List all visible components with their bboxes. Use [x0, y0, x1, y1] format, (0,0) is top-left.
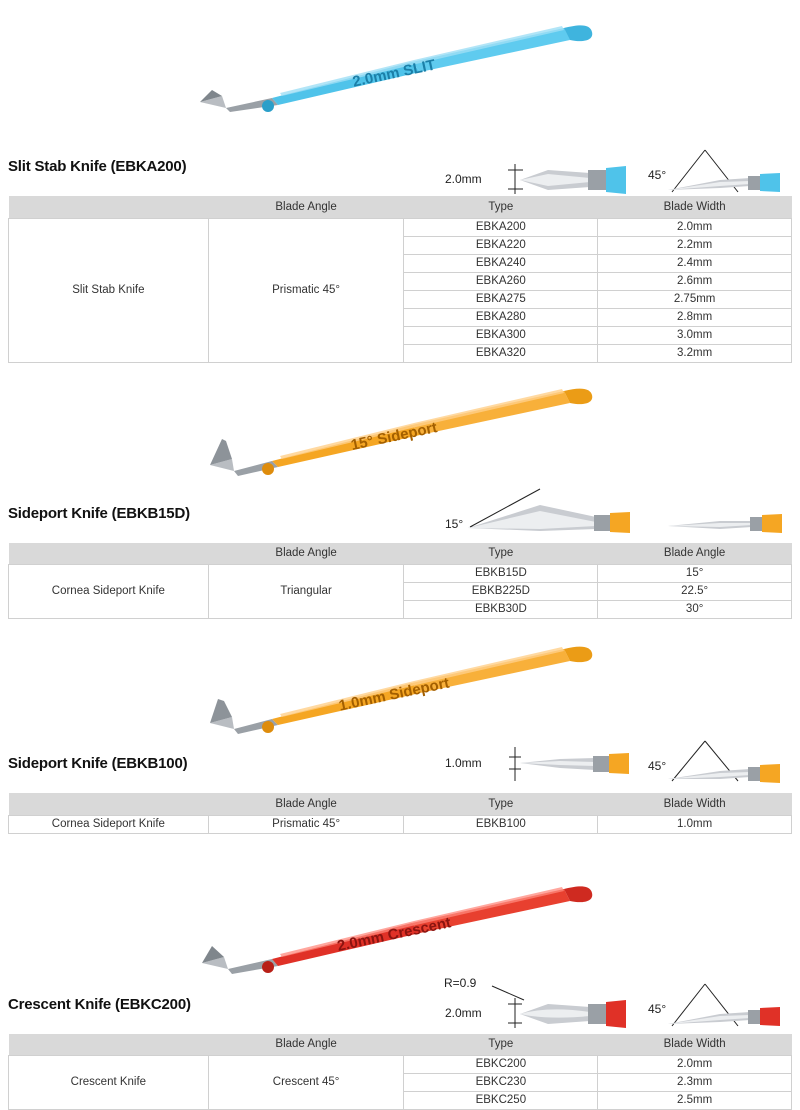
th-name [9, 196, 209, 218]
product-title: Crescent Knife (EBKC200) [8, 996, 191, 1013]
dimension-blade-angle: 45° [648, 168, 666, 182]
dimension-blade-angle: 15° [445, 517, 463, 531]
th-blade-angle: Blade Angle [208, 543, 404, 565]
dimension-blade-angle: 45° [648, 759, 666, 773]
th-name [9, 1034, 209, 1056]
product-section-sideport-100 [0, 635, 800, 834]
cell-blade-angle: Prismatic 45° [208, 218, 404, 362]
blade-detail-slit-stab [420, 132, 800, 202]
product-title: Sideport Knife (EBKB100) [8, 755, 187, 772]
cell-width: 2.3mm [598, 1074, 792, 1092]
cell-type: EBKA240 [404, 254, 598, 272]
cell-blade-angle: Prismatic 45° [208, 815, 404, 833]
cell-blade-angle: Triangular [208, 565, 404, 619]
cell-type: EBKC230 [404, 1074, 598, 1092]
cell-width: 2.75mm [598, 290, 792, 308]
cell-width: 2.6mm [598, 272, 792, 290]
th-name [9, 793, 209, 815]
cell-type: EBKC200 [404, 1056, 598, 1074]
th-blade-width: Blade Width [598, 1034, 792, 1056]
table-row [9, 218, 792, 236]
product-section-crescent [0, 870, 800, 1110]
cell-type: EBKA320 [404, 344, 598, 362]
spec-table-slit-stab [8, 196, 792, 363]
cell-width: 1.0mm [598, 815, 792, 833]
cell-type: EBKA220 [404, 236, 598, 254]
cell-type: EBKA275 [404, 290, 598, 308]
cell-width: 2.0mm [598, 218, 792, 236]
blade-detail-sideport-15d [420, 481, 800, 551]
title-row-sideport-100 [0, 747, 800, 793]
spec-table-sideport-15d [8, 543, 792, 620]
th-type: Type [404, 1034, 598, 1056]
product-section-sideport-15d [0, 379, 800, 620]
table-row [9, 815, 792, 833]
cell-width: 3.0mm [598, 326, 792, 344]
product-title: Slit Stab Knife (EBKA200) [8, 158, 186, 175]
blade-detail-crescent [420, 966, 800, 1036]
svg-text:1.0mm Sideport: 1.0mm Sideport [337, 675, 451, 715]
svg-text:15° Sideport: 15° Sideport [349, 419, 438, 454]
th-name [9, 543, 209, 565]
th-blade-width: Blade Angle [598, 543, 792, 565]
svg-text:2.0mm SLIT: 2.0mm SLIT [351, 57, 437, 91]
product-section-slit-stab [0, 0, 800, 363]
dimension-blade-width: 2.0mm [445, 172, 482, 186]
cell-blade-angle: Crescent 45° [208, 1056, 404, 1110]
product-illustration-slit-stab [0, 0, 800, 150]
th-blade-angle: Blade Angle [208, 196, 404, 218]
cell-product-name: Cornea Sideport Knife [9, 815, 209, 833]
th-blade-width: Blade Width [598, 196, 792, 218]
th-type: Type [404, 196, 598, 218]
cell-width: 2.5mm [598, 1092, 792, 1110]
cell-product-name: Slit Stab Knife [9, 218, 209, 362]
th-blade-angle: Blade Angle [208, 1034, 404, 1056]
title-row-crescent [0, 988, 800, 1034]
cell-width: 2.8mm [598, 308, 792, 326]
cell-type: EBKC250 [404, 1092, 598, 1110]
cell-product-name: Crescent Knife [9, 1056, 209, 1110]
title-row-slit-stab [0, 150, 800, 196]
cell-width: 2.2mm [598, 236, 792, 254]
cell-width: 15° [598, 565, 792, 583]
dimension-blade-width: 2.0mm [445, 1006, 482, 1020]
title-row-sideport-15d [0, 497, 800, 543]
product-illustration-sideport-15d [0, 379, 800, 497]
cell-type: EBKB15D [404, 565, 598, 583]
cell-type: EBKA200 [404, 218, 598, 236]
cell-width: 3.2mm [598, 344, 792, 362]
dimension-radius: R=0.9 [444, 976, 476, 990]
blade-detail-sideport-100 [420, 729, 800, 799]
th-type: Type [404, 543, 598, 565]
cell-type: EBKA280 [404, 308, 598, 326]
cell-width: 30° [598, 601, 792, 619]
cell-type: EBKB100 [404, 815, 598, 833]
spec-table-crescent [8, 1034, 792, 1110]
table-row [9, 1056, 792, 1074]
svg-text:2.0mm Crescent: 2.0mm Crescent [336, 914, 453, 955]
th-blade-angle: Blade Angle [208, 793, 404, 815]
cell-type: EBKB30D [404, 601, 598, 619]
cell-width: 2.4mm [598, 254, 792, 272]
product-title: Sideport Knife (EBKB15D) [8, 505, 190, 522]
th-type: Type [404, 793, 598, 815]
cell-width: 2.0mm [598, 1056, 792, 1074]
cell-type: EBKB225D [404, 583, 598, 601]
dimension-blade-width: 1.0mm [445, 756, 482, 770]
cell-width: 22.5° [598, 583, 792, 601]
dimension-blade-angle: 45° [648, 1002, 666, 1016]
cell-type: EBKA300 [404, 326, 598, 344]
th-blade-width: Blade Width [598, 793, 792, 815]
cell-product-name: Cornea Sideport Knife [9, 565, 209, 619]
table-row [9, 565, 792, 583]
cell-type: EBKA260 [404, 272, 598, 290]
